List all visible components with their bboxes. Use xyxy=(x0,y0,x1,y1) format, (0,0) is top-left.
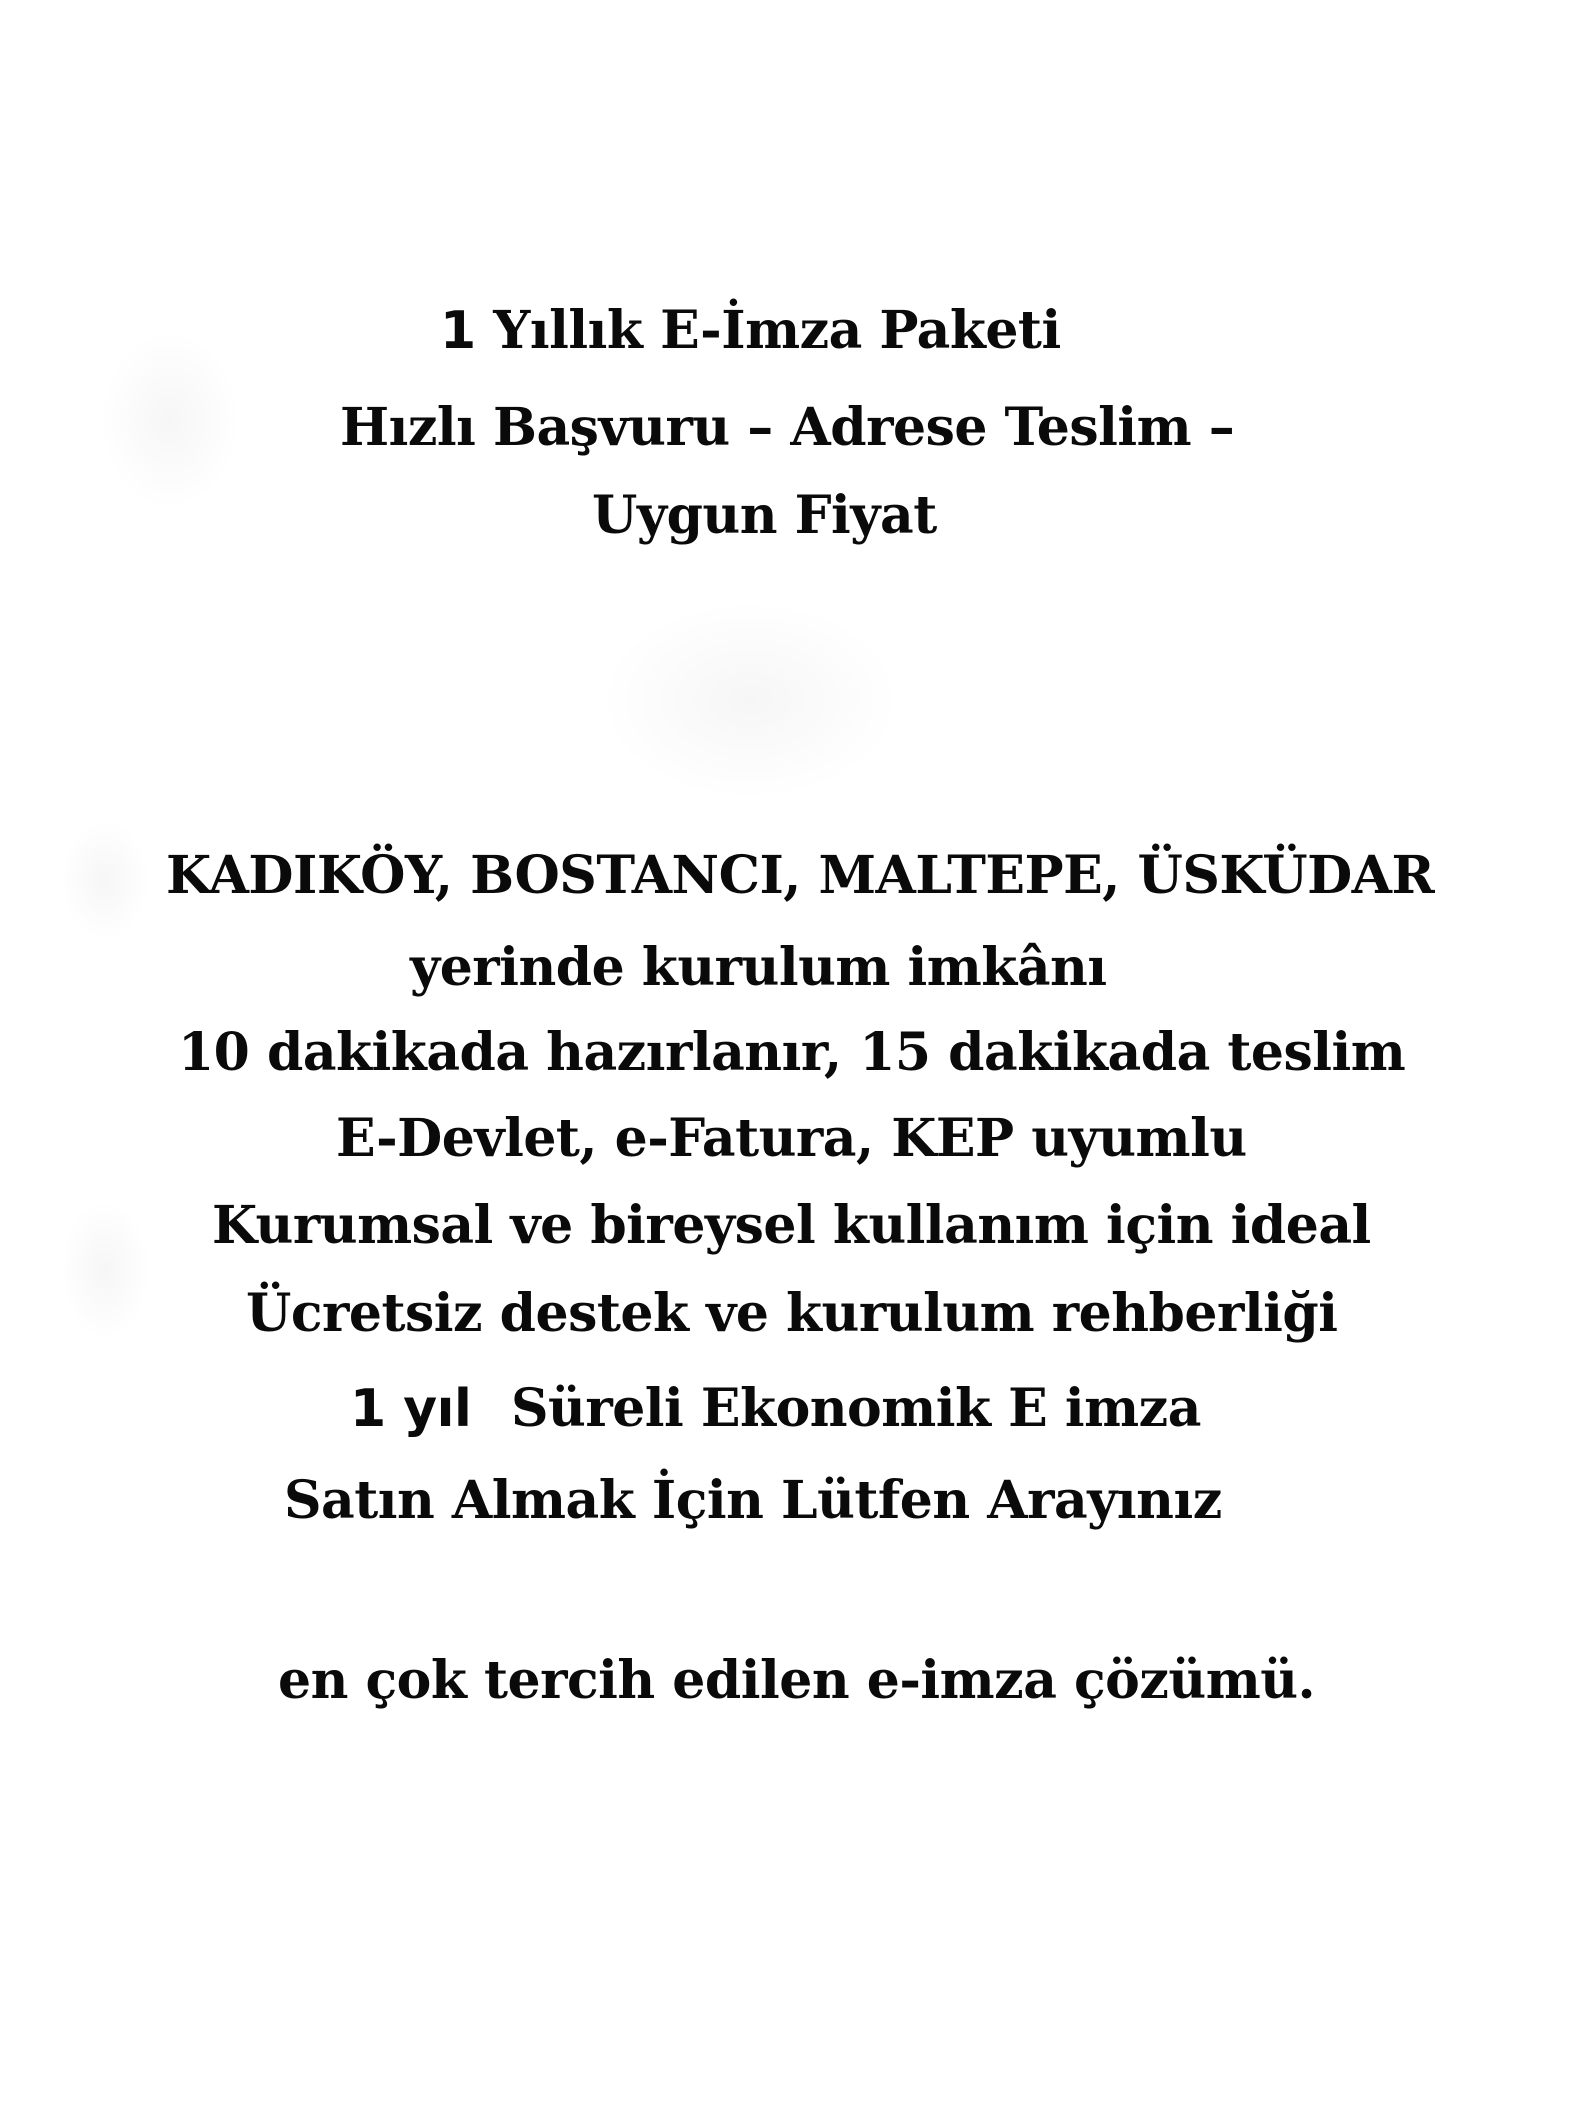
compat-line: E-Devlet, e-Fatura, KEP uyumlu xyxy=(336,1108,1247,1169)
background-smudge xyxy=(60,820,150,940)
locations-line: KADIKÖY, BOSTANCI, MALTEPE, ÜSKÜDAR xyxy=(166,845,1435,906)
duration-rest: Süreli Ekonomik E imza xyxy=(510,1378,1201,1439)
page-title xyxy=(440,300,1061,361)
onsite-line: yerinde kurulum imkânı xyxy=(410,937,1107,998)
background-smudge xyxy=(60,1200,150,1340)
support-line: Ücretsiz destek ve kurulum rehberliği xyxy=(246,1283,1338,1344)
background-smudge xyxy=(600,600,900,800)
background-smudge xyxy=(100,330,240,510)
subtitle: Hızlı Başvuru – Adrese Teslim – xyxy=(340,397,1235,458)
subtitle-price: Uygun Fiyat xyxy=(592,485,937,546)
timing-line: 10 dakikada hazırlanır, 15 dakikada teslim xyxy=(178,1022,1406,1083)
title-text: Yıllık E-İmza Paketi xyxy=(493,300,1061,361)
usage-line: Kurumsal ve bireysel kullanım için ideal xyxy=(212,1195,1371,1256)
footer-line: en çok tercih edilen e-imza çözümü. xyxy=(278,1650,1316,1711)
title-number: 1 xyxy=(440,301,476,361)
duration-line xyxy=(350,1378,1201,1439)
cta-line: Satın Almak İçin Lütfen Arayınız xyxy=(284,1470,1222,1531)
duration-prefix: 1 yıl xyxy=(350,1379,472,1439)
